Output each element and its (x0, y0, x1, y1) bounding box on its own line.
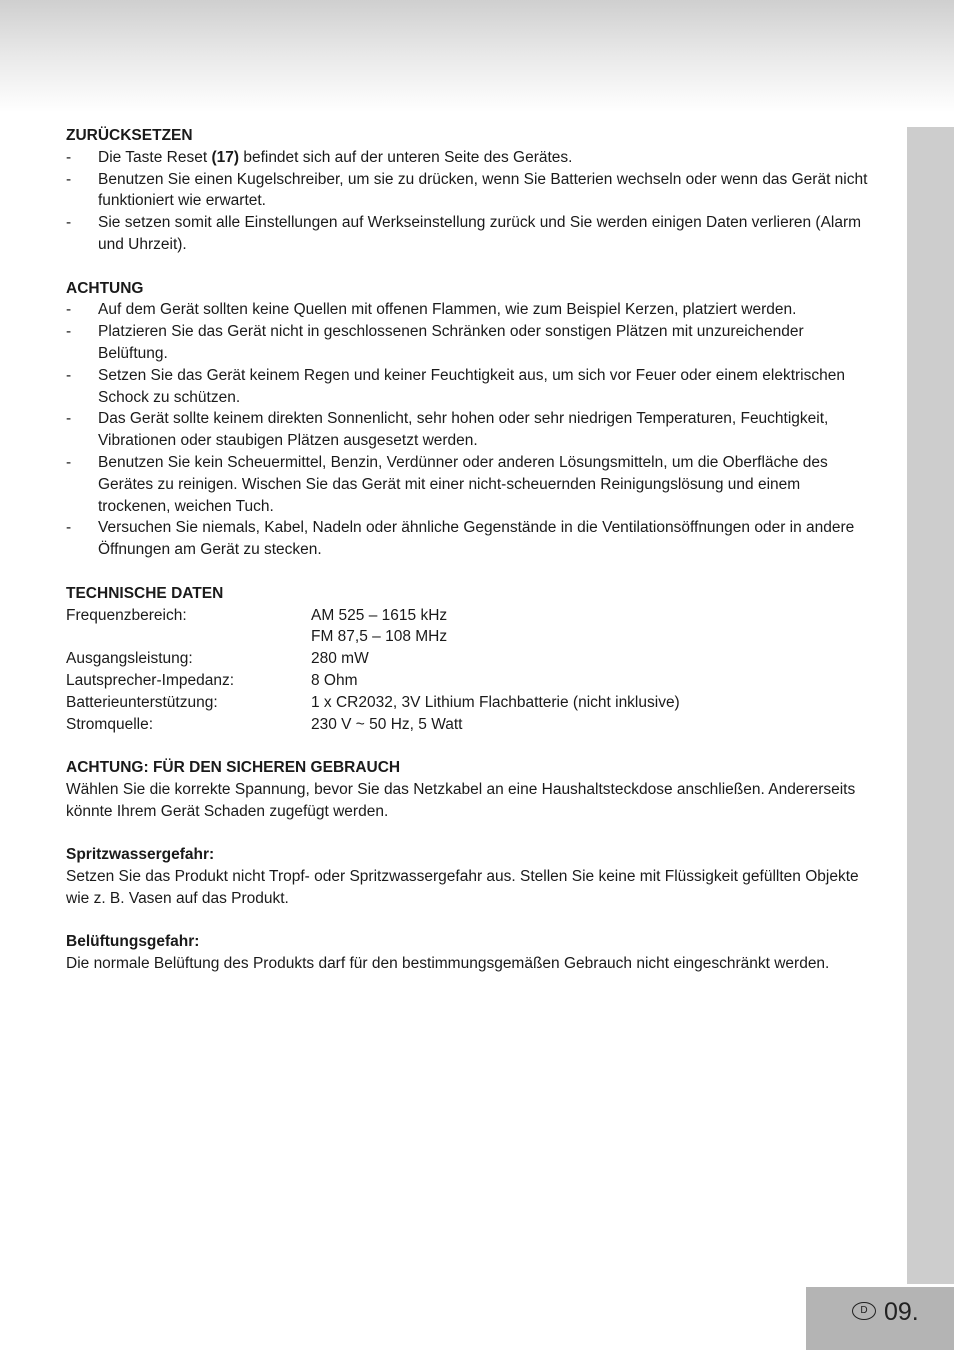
bullet-dash: - (66, 366, 72, 384)
bullet-dash: - (66, 323, 72, 341)
bullet-dash: - (66, 301, 72, 319)
list-item-text: Sie setzen somit alle Einstellungen auf Werkseinstellung zurück und Sie werden einigen Daten verlieren (Alarm und Uhrzeit). (98, 214, 862, 253)
list-item (66, 147, 876, 169)
list-item (66, 365, 876, 409)
bullet-dash: - (66, 214, 72, 232)
paragraph: Setzen Sie das Produkt nicht Tropf- oder Spritzwassergefahr aus. Stellen Sie keine mit Flüssigkeit gefüllten Objekte wie z. B. Vasen auf das Produkt. (66, 868, 859, 907)
paragraph: Die normale Belüftung des Produkts darf für den bestimmungsgemäßen Gebrauch nicht eingeschränkt werden. (66, 955, 830, 973)
bullet-dash: - (66, 170, 72, 188)
page-content (66, 125, 876, 997)
list-item (66, 212, 876, 256)
spec-label: Batterieunterstützung: (66, 693, 218, 711)
language-badge: D (852, 1302, 876, 1320)
list-item-text: befindet sich auf der unteren Seite des Gerätes. (239, 148, 573, 166)
bullet-dash: - (66, 453, 72, 471)
list-item (66, 321, 876, 365)
section-reset (66, 125, 876, 256)
list-item (66, 299, 876, 321)
section-heading: ACHTUNG: FÜR DEN SICHEREN GEBRAUCH (66, 759, 401, 777)
spec-row (66, 605, 876, 627)
spec-value: 1 x CR2032, 3V Lithium Flachbatterie (nicht inklusive) (311, 693, 680, 711)
spec-label (66, 626, 311, 648)
section-specs (66, 583, 876, 736)
section-heading: Spritzwassergefahr: (66, 846, 215, 864)
list-item-text: Benutzen Sie kein Scheuermittel, Benzin, Verdünner oder anderen Lösungsmitteln, um die Oberfläche des Gerätes zu reinigen. Wischen Sie das Gerät mit einer nicht-scheuernden Reinigungslösung und einem trockenen, weichen Tuch. (98, 453, 828, 515)
spec-row (66, 714, 876, 736)
section-safety (66, 757, 876, 822)
list-item-text: Das Gerät sollte keinem direkten Sonnenlicht, sehr hohen oder sehr niedrigen Temperaturen, Feuchtigkeit, Vibrationen oder staubigen Plätzen ausgesetzt werden. (98, 410, 829, 450)
list-item-text: Die Taste Reset (98, 148, 212, 166)
bullet-dash: - (66, 148, 72, 166)
section-heading: ZURÜCKSETZEN (66, 127, 193, 144)
section-ventilation (66, 931, 876, 975)
spec-value: 230 V ~ 50 Hz, 5 Watt (311, 715, 463, 733)
spec-row (66, 670, 876, 692)
list-item (66, 408, 876, 452)
list-item-text: Auf dem Gerät sollten keine Quellen mit offenen Flammen, wie zum Beispiel Kerzen, platziert werden. (98, 301, 797, 319)
spec-row (66, 648, 876, 670)
paragraph: Wählen Sie die korrekte Spannung, bevor Sie das Netzkabel an eine Haushaltsteckdose anschließen. Andererseits könnte Ihrem Gerät Schaden zugefügt werden. (66, 780, 856, 820)
bullet-dash: - (66, 410, 72, 428)
section-caution (66, 278, 876, 561)
spec-value: 8 Ohm (311, 671, 358, 689)
spec-value: FM 87,5 – 108 MHz (311, 628, 448, 646)
spec-row (66, 626, 876, 648)
spec-label: Stromquelle: (66, 715, 154, 733)
header-gradient (0, 0, 954, 112)
reference-number: (17) (211, 148, 240, 166)
list-item (66, 517, 876, 561)
spec-value: 280 mW (311, 650, 369, 668)
spec-row (66, 692, 876, 714)
list-item-text: Benutzen Sie einen Kugelschreiber, um sie zu drücken, wenn Sie Batterien wechseln oder wenn das Gerät nicht funktioniert wie erwartet. (98, 170, 868, 210)
list-item (66, 169, 876, 213)
list-item (66, 452, 876, 517)
bullet-dash: - (66, 519, 72, 537)
section-heading: TECHNISCHE DATEN (66, 584, 224, 602)
list-item-text: Platzieren Sie das Gerät nicht in geschlossenen Schränken oder sonstigen Plätzen mit unzureichender Belüftung. (98, 323, 804, 362)
side-margin-bar (907, 127, 954, 1284)
section-heading: ACHTUNG (66, 279, 144, 297)
list-item-text: Versuchen Sie niemals, Kabel, Nadeln oder ähnliche Gegenstände in die Ventilationsöffnungen oder in andere Öffnungen am Gerät zu stecken. (98, 519, 855, 559)
spec-label: Frequenzbereich: (66, 606, 187, 624)
spec-label: Lautsprecher-Impedanz: (66, 671, 235, 689)
page-number: 09. (884, 1298, 919, 1326)
spec-value: AM 525 – 1615 kHz (311, 606, 448, 624)
section-splash (66, 844, 876, 909)
list-item-text: Setzen Sie das Gerät keinem Regen und keiner Feuchtigkeit aus, um sich vor Feuer oder einem elektrischen Schock zu schützen. (98, 366, 845, 406)
spec-label: Ausgangsleistung: (66, 650, 193, 668)
section-heading: Belüftungsgefahr: (66, 933, 200, 951)
page-number-tab (806, 1287, 954, 1350)
